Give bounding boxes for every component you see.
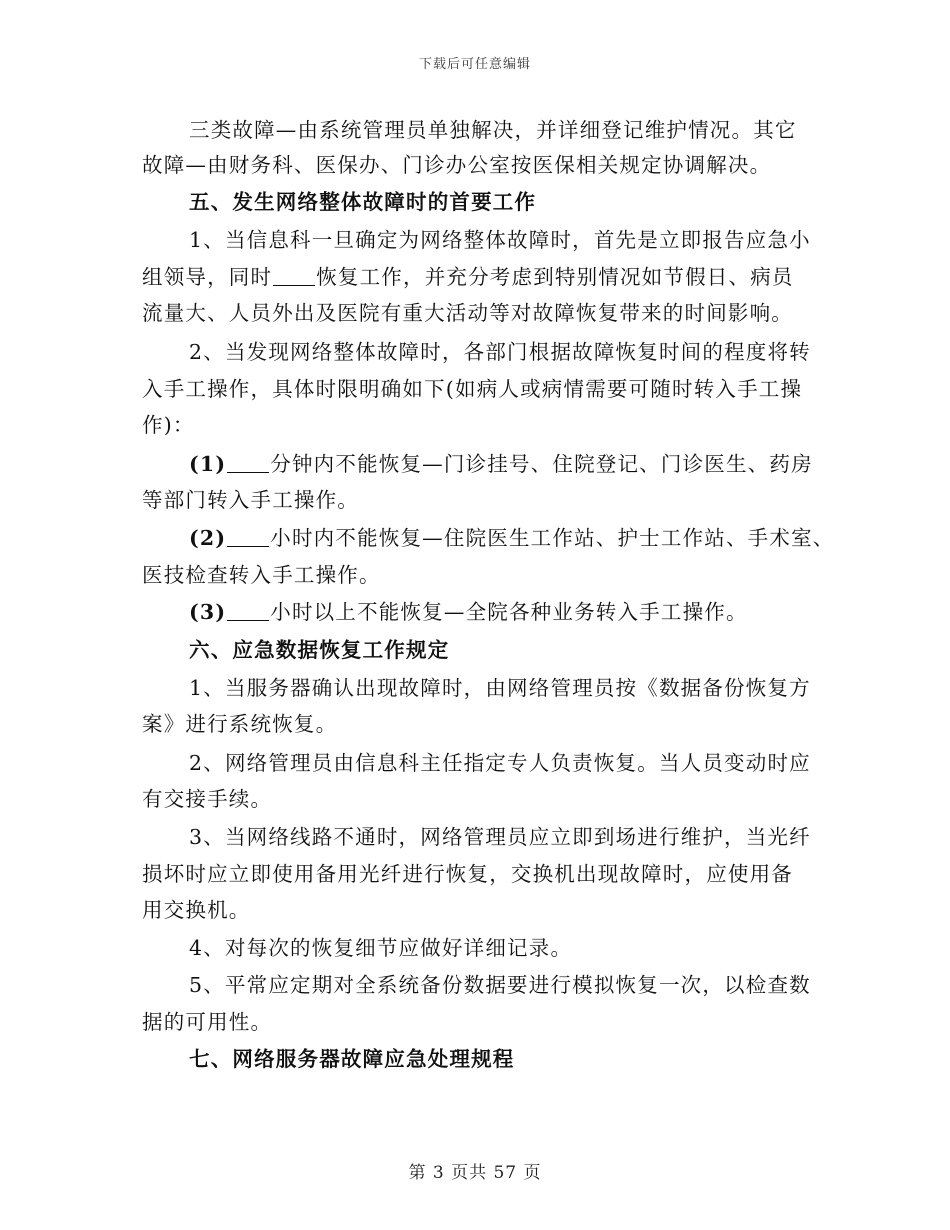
line-text: 小时以上不能恢复—全院各种业务转入手工操作。 (270, 600, 748, 624)
paragraph-line: 入手工操作，具体时限明确如下(如病人或病情需要可随时转入手工操 (142, 377, 803, 401)
paragraph-line: 三类故障—由系统管理员单独解决，并详细登记维护情况。其它 (189, 118, 797, 142)
paragraph-line: 损坏时应立即使用备用光纤进行恢复，交换机出现故障时，应使用备 (142, 862, 793, 886)
line-text: 分钟内不能恢复—门诊挂号、住院登记、门诊医生、药房 (270, 452, 813, 476)
blank-underline (273, 267, 315, 286)
paragraph-line: 1、当信息科一旦确定为网络整体故障时，首先是立即报告应急小 (189, 228, 811, 252)
paragraph-line: 1、当服务器确认出现故障时，由网络管理员按《数据备份恢复方 (189, 676, 811, 700)
paragraph-line: 4、对每次的恢复细节应做好详细记录。 (189, 936, 573, 960)
blank-underline (227, 528, 269, 547)
list-marker: (1) (189, 452, 227, 476)
list-marker: (2) (189, 526, 227, 550)
section-heading-6: 六、应急数据恢复工作规定 (189, 638, 450, 662)
line-text: 组领导，同时 (142, 265, 273, 289)
list-item-3 (189, 599, 748, 625)
section-heading-5: 五、发生网络整体故障时的首要工作 (189, 190, 537, 214)
paragraph-line: 等部门转入手工操作。 (142, 488, 359, 512)
paragraph-line: 案》进行系统恢复。 (142, 712, 338, 736)
paragraph-line: 作)： (142, 413, 195, 437)
line-text: 恢复工作，并充分考虑到特别情况如节假日、病员 (316, 265, 794, 289)
page-header-note: 下载后可任意编辑 (418, 57, 531, 72)
paragraph-line: 有交接手续。 (142, 787, 273, 811)
blank-underline (227, 602, 269, 621)
paragraph-line: 据的可用性。 (142, 1010, 273, 1034)
list-item-2 (189, 525, 834, 551)
page-footer-number: 第 3 页共 57 页 (408, 1163, 542, 1183)
line-text: 小时内不能恢复—住院医生工作站、护士工作站、手术室、 (270, 526, 835, 550)
paragraph-line: 流量大、人员外出及医院有重大活动等对故障恢复带来的时间影响。 (142, 301, 793, 325)
section-heading-7: 七、网络服务器故障应急处理规程 (189, 1047, 515, 1071)
list-item-1 (189, 451, 813, 477)
paragraph-line: 医技检查转入手工操作。 (142, 563, 381, 587)
paragraph-line (142, 264, 794, 290)
paragraph-line: 2、当发现网络整体故障时，各部门根据故障恢复时间的程度将转 (189, 340, 811, 364)
paragraph-line: 3、当网络线路不通时，网络管理员应立即到场进行维护，当光纤 (189, 825, 811, 849)
paragraph-line: 故障—由财务科、医保办、门诊办公室按医保相关规定协调解决。 (142, 153, 772, 177)
paragraph-line: 用交换机。 (142, 898, 251, 922)
paragraph-line: 2、网络管理员由信息科主任指定专人负责恢复。当人员变动时应 (189, 751, 811, 775)
blank-underline (227, 454, 269, 473)
list-marker: (3) (189, 600, 227, 624)
paragraph-line: 5、平常应定期对全系统备份数据要进行模拟恢复一次，以检查数 (189, 973, 811, 997)
